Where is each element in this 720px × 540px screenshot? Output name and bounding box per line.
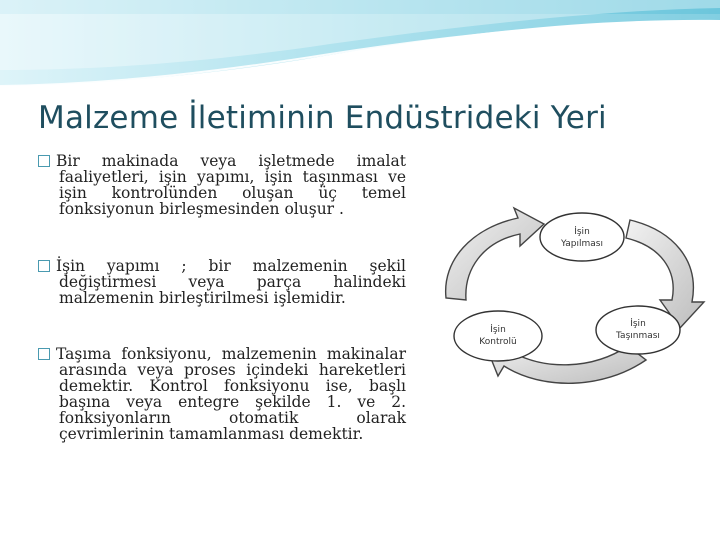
node-label: İşin xyxy=(490,325,506,335)
cycle-arrow-left xyxy=(446,208,544,300)
bullet-square-icon xyxy=(38,260,50,272)
bullet-text: Bir makinada veya işletmede imalat faaliyetleri, işin yapımı, işin taşınması ve işin kontrolünden oluşan üç temel fonksiyonun birleşmesinden oluşur . xyxy=(56,152,406,218)
node-label: Kontrolü xyxy=(479,337,517,347)
bullet-square-icon xyxy=(38,155,50,167)
bullet-item-2 xyxy=(38,258,406,306)
node-label: Yapılması xyxy=(561,239,603,249)
node-label: İşin xyxy=(574,227,590,237)
bullet-text: İşin yapımı ; bir malzemenin şekil değiştirmesi veya parça halindeki malzemenin birleştirilmesi işlemidir. xyxy=(56,257,406,307)
header-wave-decoration xyxy=(0,0,720,95)
slide-title: Malzeme İletiminin Endüstrideki Yeri xyxy=(38,100,607,136)
node-kontrolu xyxy=(454,311,542,361)
node-label: Taşınması xyxy=(616,331,660,341)
function-cycle-diagram xyxy=(432,190,720,395)
bullet-item-3 xyxy=(38,346,406,442)
bullet-item-1 xyxy=(38,153,406,217)
node-tasinmasi xyxy=(596,306,680,354)
node-yapilmasi xyxy=(540,213,624,261)
bullet-square-icon xyxy=(38,348,50,360)
bullet-text: Taşıma fonksiyonu, malzemenin makinalar arasında veya proses içindeki hareketleri demektir. Kontrol fonksiyonu ise, başlı başına veya entegre şekilde 1. ve 2. fonksiyonların otomatik olarak çevrimlerinin tamamlanması demektir. xyxy=(56,345,406,443)
node-label: İşin xyxy=(630,319,646,329)
